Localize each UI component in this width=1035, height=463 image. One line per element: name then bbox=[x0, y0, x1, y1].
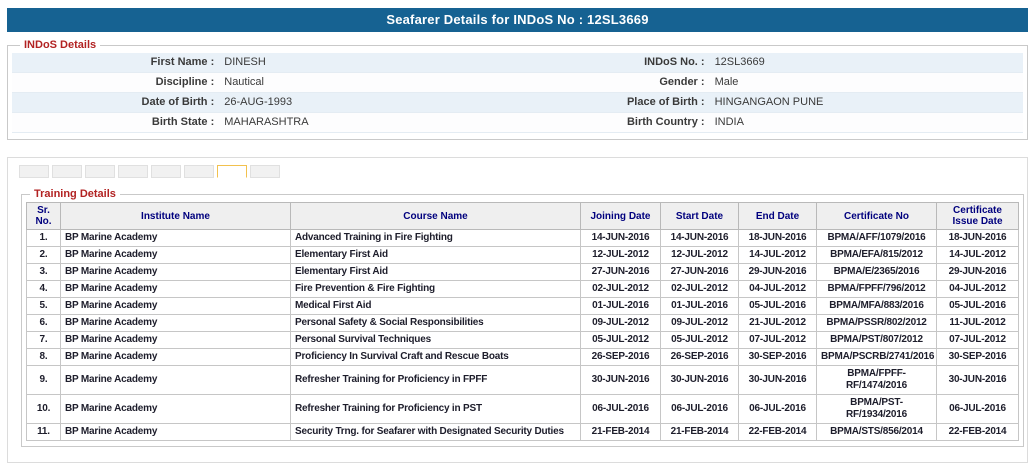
field-label: Birth Country : bbox=[626, 116, 705, 128]
field-value: Male bbox=[714, 76, 739, 88]
column-header-certificate-no: Certificate No bbox=[817, 203, 937, 230]
cell-institute: BP Marine Academy bbox=[61, 395, 291, 424]
cell-course: Elementary First Aid bbox=[291, 247, 581, 264]
field-label: Place of Birth : bbox=[626, 96, 705, 108]
cell-sr-no: 1. bbox=[27, 230, 61, 247]
cell-end-date: 05-JUL-2016 bbox=[739, 298, 817, 315]
table-row bbox=[27, 366, 1019, 395]
cell-institute: BP Marine Academy bbox=[61, 349, 291, 366]
cell-end-date: 30-JUN-2016 bbox=[739, 366, 817, 395]
tab[interactable] bbox=[19, 165, 49, 178]
cell-end-date: 30-SEP-2016 bbox=[739, 349, 817, 366]
cell-certificate-no: BPMA/PST/807/2012 bbox=[817, 332, 937, 349]
cell-end-date: 21-JUL-2012 bbox=[739, 315, 817, 332]
field-value: MAHARASHTRA bbox=[224, 116, 309, 128]
cell-joining-date: 01-JUL-2016 bbox=[581, 298, 661, 315]
table-row bbox=[27, 349, 1019, 366]
tab[interactable] bbox=[151, 165, 181, 178]
cell-certificate-issue-date: 14-JUL-2012 bbox=[937, 247, 1019, 264]
field-value: DINESH bbox=[224, 56, 266, 68]
field-value: HINGANGAON PUNE bbox=[714, 96, 824, 108]
cell-start-date: 14-JUN-2016 bbox=[661, 230, 739, 247]
cell-course: Security Trng. for Seafarer with Designated Security Duties bbox=[291, 424, 581, 441]
cell-institute: BP Marine Academy bbox=[61, 366, 291, 395]
column-header-start-date: Start Date bbox=[661, 203, 739, 230]
table-row bbox=[27, 264, 1019, 281]
cell-sr-no: 5. bbox=[27, 298, 61, 315]
cell-sr-no: 8. bbox=[27, 349, 61, 366]
detail-row bbox=[12, 113, 1023, 133]
cell-joining-date: 06-JUL-2016 bbox=[581, 395, 661, 424]
cell-start-date: 01-JUL-2016 bbox=[661, 298, 739, 315]
cell-certificate-no: BPMA/AFF/1079/2016 bbox=[817, 230, 937, 247]
cell-start-date: 02-JUL-2012 bbox=[661, 281, 739, 298]
indos-details-rows bbox=[12, 53, 1023, 133]
field-value: 26-AUG-1993 bbox=[224, 96, 293, 108]
cell-end-date: 29-JUN-2016 bbox=[739, 264, 817, 281]
tab[interactable] bbox=[118, 165, 148, 178]
cell-certificate-no: BPMA/PST-RF/1934/2016 bbox=[817, 395, 937, 424]
page-title: Seafarer Details for INDoS No : 12SL3669 bbox=[7, 8, 1028, 32]
column-header-joining-date: Joining Date bbox=[581, 203, 661, 230]
cell-certificate-no: BPMA/PSSR/802/2012 bbox=[817, 315, 937, 332]
cell-joining-date: 21-FEB-2014 bbox=[581, 424, 661, 441]
cell-start-date: 27-JUN-2016 bbox=[661, 264, 739, 281]
cell-sr-no: 7. bbox=[27, 332, 61, 349]
cell-certificate-no: BPMA/EFA/815/2012 bbox=[817, 247, 937, 264]
cell-start-date: 06-JUL-2016 bbox=[661, 395, 739, 424]
indos-details-section bbox=[7, 39, 1028, 140]
cell-sr-no: 2. bbox=[27, 247, 61, 264]
cell-institute: BP Marine Academy bbox=[61, 298, 291, 315]
cell-end-date: 22-FEB-2014 bbox=[739, 424, 817, 441]
table-row bbox=[27, 247, 1019, 264]
cell-certificate-no: BPMA/FPFF/796/2012 bbox=[817, 281, 937, 298]
cell-certificate-no: BPMA/STS/856/2014 bbox=[817, 424, 937, 441]
field-value: Nautical bbox=[224, 76, 264, 88]
field-value: INDIA bbox=[714, 116, 744, 128]
column-header-sr-no: Sr. No. bbox=[27, 203, 61, 230]
cell-end-date: 07-JUL-2012 bbox=[739, 332, 817, 349]
cell-end-date: 14-JUL-2012 bbox=[739, 247, 817, 264]
cell-institute: BP Marine Academy bbox=[61, 281, 291, 298]
cell-institute: BP Marine Academy bbox=[61, 424, 291, 441]
cell-joining-date: 27-JUN-2016 bbox=[581, 264, 661, 281]
field-label: Date of Birth : bbox=[141, 96, 215, 108]
cell-joining-date: 30-JUN-2016 bbox=[581, 366, 661, 395]
cell-start-date: 21-FEB-2014 bbox=[661, 424, 739, 441]
column-header-end-date: End Date bbox=[739, 203, 817, 230]
column-header-course: Course Name bbox=[291, 203, 581, 230]
cell-start-date: 30-JUN-2016 bbox=[661, 366, 739, 395]
cell-certificate-no: BPMA/PSCRB/2741/2016 bbox=[817, 349, 937, 366]
cell-end-date: 06-JUL-2016 bbox=[739, 395, 817, 424]
field-label: Birth State : bbox=[151, 116, 215, 128]
cell-course: Personal Survival Techniques bbox=[291, 332, 581, 349]
table-header-row bbox=[27, 203, 1019, 230]
table-row bbox=[27, 281, 1019, 298]
column-header-certificate-issue-date: Certificate Issue Date bbox=[937, 203, 1019, 230]
table-row bbox=[27, 395, 1019, 424]
cell-sr-no: 10. bbox=[27, 395, 61, 424]
tab[interactable] bbox=[85, 165, 115, 178]
tab[interactable] bbox=[250, 165, 280, 178]
cell-certificate-issue-date: 05-JUL-2016 bbox=[937, 298, 1019, 315]
training-table bbox=[26, 202, 1019, 441]
cell-certificate-issue-date: 06-JUL-2016 bbox=[937, 395, 1019, 424]
cell-certificate-no: BPMA/FPFF-RF/1474/2016 bbox=[817, 366, 937, 395]
table-row bbox=[27, 315, 1019, 332]
tab-bar bbox=[19, 165, 1016, 178]
cell-sr-no: 11. bbox=[27, 424, 61, 441]
cell-course: Elementary First Aid bbox=[291, 264, 581, 281]
tab[interactable] bbox=[52, 165, 82, 178]
cell-start-date: 09-JUL-2012 bbox=[661, 315, 739, 332]
cell-joining-date: 09-JUL-2012 bbox=[581, 315, 661, 332]
training-details-section bbox=[21, 188, 1024, 447]
cell-course: Advanced Training in Fire Fighting bbox=[291, 230, 581, 247]
cell-certificate-issue-date: 30-JUN-2016 bbox=[937, 366, 1019, 395]
cell-sr-no: 9. bbox=[27, 366, 61, 395]
cell-end-date: 04-JUL-2012 bbox=[739, 281, 817, 298]
indos-details-legend: INDoS Details bbox=[24, 39, 97, 51]
cell-certificate-issue-date: 11-JUL-2012 bbox=[937, 315, 1019, 332]
cell-institute: BP Marine Academy bbox=[61, 264, 291, 281]
detail-row bbox=[12, 53, 1023, 73]
cell-course: Medical First Aid bbox=[291, 298, 581, 315]
cell-certificate-issue-date: 22-FEB-2014 bbox=[937, 424, 1019, 441]
field-value: 12SL3669 bbox=[714, 56, 765, 68]
field-label: Gender : bbox=[659, 76, 705, 88]
table-row bbox=[27, 424, 1019, 441]
cell-sr-no: 4. bbox=[27, 281, 61, 298]
cell-joining-date: 12-JUL-2012 bbox=[581, 247, 661, 264]
cell-start-date: 12-JUL-2012 bbox=[661, 247, 739, 264]
column-header-institute: Institute Name bbox=[61, 203, 291, 230]
cell-start-date: 05-JUL-2012 bbox=[661, 332, 739, 349]
cell-joining-date: 26-SEP-2016 bbox=[581, 349, 661, 366]
detail-row bbox=[12, 93, 1023, 113]
cell-institute: BP Marine Academy bbox=[61, 247, 291, 264]
training-details-legend: Training Details bbox=[34, 188, 116, 200]
cell-institute: BP Marine Academy bbox=[61, 332, 291, 349]
cell-end-date: 18-JUN-2016 bbox=[739, 230, 817, 247]
cell-joining-date: 05-JUL-2012 bbox=[581, 332, 661, 349]
cell-course: Refresher Training for Proficiency in PST bbox=[291, 395, 581, 424]
table-row bbox=[27, 332, 1019, 349]
cell-course: Personal Safety & Social Responsibilities bbox=[291, 315, 581, 332]
cell-course: Proficiency In Survival Craft and Rescue Boats bbox=[291, 349, 581, 366]
cell-institute: BP Marine Academy bbox=[61, 230, 291, 247]
cell-certificate-issue-date: 29-JUN-2016 bbox=[937, 264, 1019, 281]
table-row bbox=[27, 298, 1019, 315]
field-label: First Name : bbox=[150, 56, 215, 68]
table-row bbox=[27, 230, 1019, 247]
cell-start-date: 26-SEP-2016 bbox=[661, 349, 739, 366]
tab[interactable] bbox=[217, 165, 247, 178]
cell-certificate-no: BPMA/MFA/883/2016 bbox=[817, 298, 937, 315]
cell-institute: BP Marine Academy bbox=[61, 315, 291, 332]
details-panel bbox=[7, 157, 1028, 463]
cell-certificate-issue-date: 18-JUN-2016 bbox=[937, 230, 1019, 247]
cell-certificate-issue-date: 07-JUL-2012 bbox=[937, 332, 1019, 349]
field-label: INDoS No. : bbox=[644, 56, 705, 68]
cell-course: Fire Prevention & Fire Fighting bbox=[291, 281, 581, 298]
tab[interactable] bbox=[184, 165, 214, 178]
cell-sr-no: 6. bbox=[27, 315, 61, 332]
cell-course: Refresher Training for Proficiency in FPFF bbox=[291, 366, 581, 395]
cell-certificate-issue-date: 30-SEP-2016 bbox=[937, 349, 1019, 366]
cell-certificate-no: BPMA/E/2365/2016 bbox=[817, 264, 937, 281]
cell-certificate-issue-date: 04-JUL-2012 bbox=[937, 281, 1019, 298]
cell-joining-date: 14-JUN-2016 bbox=[581, 230, 661, 247]
detail-row bbox=[12, 73, 1023, 93]
field-label: Discipline : bbox=[155, 76, 215, 88]
cell-joining-date: 02-JUL-2012 bbox=[581, 281, 661, 298]
cell-sr-no: 3. bbox=[27, 264, 61, 281]
